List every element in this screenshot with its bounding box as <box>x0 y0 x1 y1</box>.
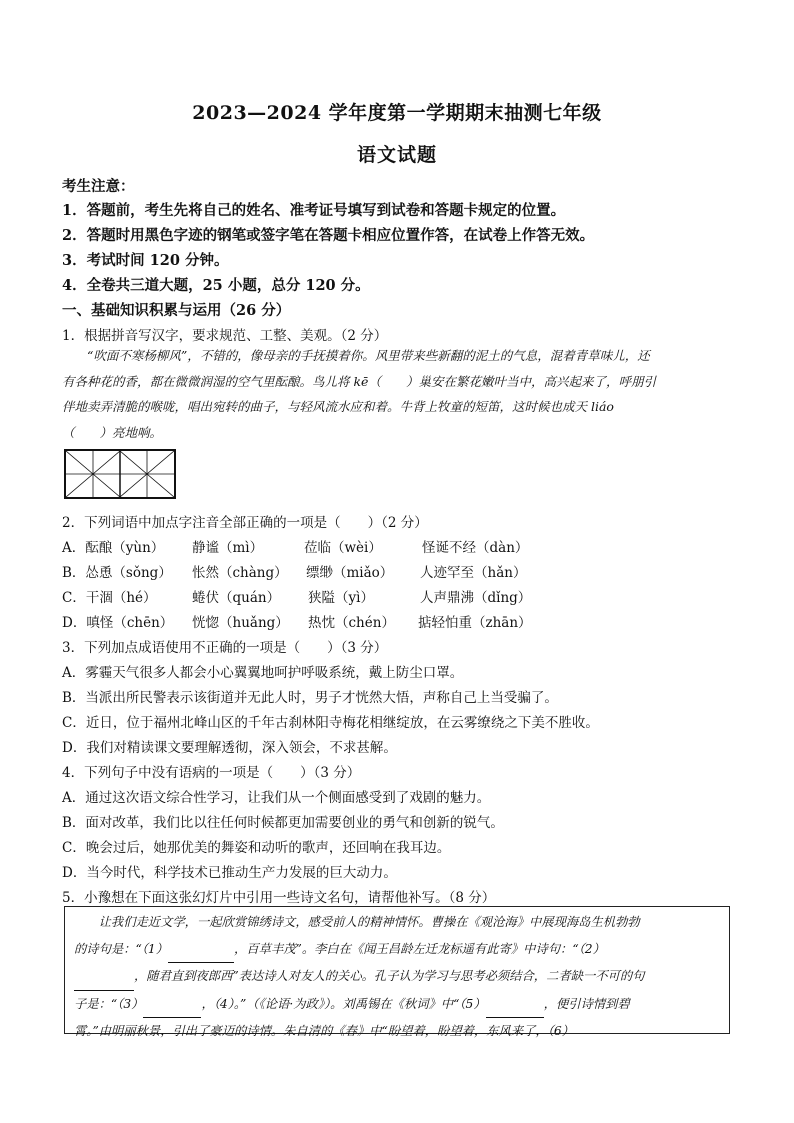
q2-c-word-2: 蜷伏（quán） <box>192 590 281 606</box>
q2-a-word-4: 怪诞不经（dàn） <box>422 540 529 556</box>
notice-item-2: 2．答题时用黑色字迹的钢笔或签字笔在答题卡相应位置作答，在试卷上作答无效。 <box>62 227 595 244</box>
q3-option-b: B．当派出所民警表示该街道并无此人时，男子才恍然大悟，声称自己上当受骗了。 <box>62 690 558 706</box>
blank-5[interactable] <box>486 991 544 1019</box>
q2-stem: 2．下列词语中加点字注音全部正确的一项是（ ）（2 分） <box>62 515 428 531</box>
q2-b-word-2: 怅然（chàng） <box>192 565 288 581</box>
notice-item-4: 4．全卷共三道大题，25 小题，总分 120 分。 <box>62 277 370 294</box>
q4-option-b: B．面对改革，我们比以往任何时候都更加需要创业的勇气和创新的锐气。 <box>62 815 504 831</box>
slide-text-3b: ，随君直到夜郎西”表达诗人对友人的关心。孔子认为学习与思考必须结合，二者缺一不可的句 <box>134 969 645 983</box>
writing-grid-lines <box>66 451 174 497</box>
slide-text-2b: ，百草丰茂”。李白在《闻王昌龄左迁龙标遥有此寄》中诗句：“（2） <box>234 941 605 956</box>
q2-d-word-2: 恍惚（huǎng） <box>192 615 289 631</box>
q1-passage-line-3: 伴地卖弄清脆的喉咙，唱出宛转的曲子，与轻风流水应和着。牛背上牧童的短笛，这时候也成天 liáo <box>62 399 614 414</box>
notice-item-3: 3．考试时间 120 分钟。 <box>62 252 229 269</box>
exam-title: 2023—2024 学年度第一学期期末抽测七年级 <box>192 102 602 124</box>
q2-a-word-3: 莅临（wèi） <box>304 540 382 556</box>
q1-passage <box>62 343 724 445</box>
q2-option-d <box>62 611 532 631</box>
slide-line-3 <box>65 963 729 991</box>
q2-a-word-1: A．酝酿（yùn） <box>62 540 165 556</box>
q2-d-word-3: 热忱（chén） <box>308 615 395 631</box>
q2-c-word-1: C．干涸（hé） <box>62 590 157 606</box>
exam-subtitle: 语文试题 <box>356 144 437 166</box>
q1-passage-line-4: （ ）亮地响。 <box>62 424 163 440</box>
q2-d-word-1: D．嗔怪（chēn） <box>62 615 174 631</box>
notice-item-1: 1．答题前，考生先将自己的姓名、准考证号填写到试卷和答题卡规定的位置。 <box>62 202 566 219</box>
blank-1[interactable] <box>168 936 234 964</box>
q2-option-a <box>62 536 528 556</box>
q2-option-b <box>62 561 526 581</box>
q5-stem: 5．小豫想在下面这张幻灯片中引用一些诗文名句，请帮他补写。（8 分） <box>62 890 496 906</box>
slide-text-4c: ，便引诗情到碧 <box>543 996 630 1011</box>
q2-b-word-1: B．怂恿（sǒng） <box>62 565 172 581</box>
blank-3[interactable] <box>143 991 201 1019</box>
q1-passage-line-1: “吹面不寒杨柳风”，不错的，像母亲的手抚摸着你。风里带来些新翻的泥土的气息，混着青草味儿，还 <box>87 348 650 363</box>
q2-b-word-3: 缥缈（miǎo） <box>306 565 394 581</box>
q2-c-word-4: 人声鼎沸（dǐng） <box>420 590 532 606</box>
slide-text-4b: ，（4）。”（《论语·为政》）。刘禹锡在《秋词》中“（5） <box>201 996 486 1011</box>
q2-d-word-4: 掂轻怕重（zhān） <box>418 615 532 631</box>
q2-option-c <box>62 586 531 606</box>
slide-line-1: 让我们走近文学，一起欣赏锦绣诗文，感受前人的精神情怀。曹操在《观沧海》中展现海岛生机勃勃 <box>98 915 640 929</box>
q2-a-word-2: 静谧（mì） <box>192 540 264 556</box>
q1-passage-line-2: 有各种花的香，都在微微润湿的空气里酝酿。鸟儿将 kē（ ）巢安在繁花嫩叶当中，高兴起来了，呼朋引 <box>62 373 656 389</box>
q4-option-d: D．当今时代，科学技术已推动生产力发展的巨大动力。 <box>62 865 397 881</box>
section-heading-1: 一、基础知识积累与运用（26 分） <box>62 302 291 319</box>
q1-stem: 1．根据拼音写汉字，要求规范、工整、美观。（2 分） <box>62 328 388 344</box>
q3-option-d: D．我们对精读课文要理解透彻，深入领会，不求甚解。 <box>62 740 397 756</box>
q3-option-a: A．雾霾天气很多人都会小心翼翼地呵护呼吸系统，戴上防尘口罩。 <box>62 665 464 681</box>
q4-option-c: C．晚会过后，她那优美的舞姿和动听的歌声，还回响在我耳边。 <box>62 840 451 856</box>
slide-text-4a: 子是：“（3） <box>74 996 144 1011</box>
q4-stem: 4．下列句子中没有语病的一项是（ ）（3 分） <box>62 765 361 781</box>
slide-line-5: 霄。”由明丽秋景，引出了豪迈的诗情。朱自清的《春》中“盼望着，盼望着，东风来了，（6） <box>74 1024 574 1038</box>
slide-box <box>64 906 730 1038</box>
q4-option-a: A．通过这次语文综合性学习，让我们从一个侧面感受到了戏剧的魅力。 <box>62 790 491 806</box>
writing-grid[interactable] <box>64 449 176 499</box>
notice-heading: 考生注意： <box>62 178 135 195</box>
slide-line-4 <box>65 991 729 1019</box>
q3-stem: 3．下列加点成语使用不正确的一项是（ ）（3 分） <box>62 640 388 656</box>
slide-line-2 <box>65 936 729 964</box>
q2-b-word-4: 人迹罕至（hǎn） <box>420 565 527 581</box>
q2-c-word-3: 狭隘（yì） <box>308 590 374 606</box>
q3-option-c: C．近日，位于福州北峰山区的千年古刹林阳寺梅花相继绽放，在云雾缭绕之下美不胜收。 <box>62 715 599 731</box>
blank-2[interactable] <box>74 963 134 991</box>
slide-text-2a: 的诗句是：“（1） <box>74 941 169 956</box>
